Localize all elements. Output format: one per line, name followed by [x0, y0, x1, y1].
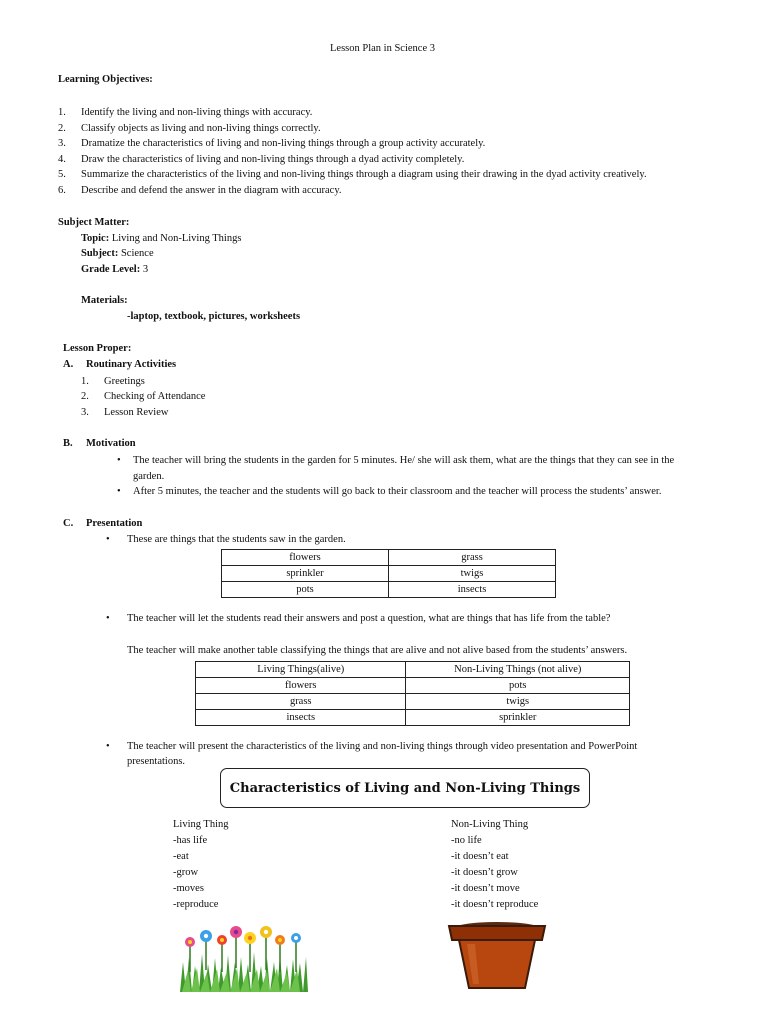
- bullet-icon: •: [117, 455, 121, 466]
- list-item: Draw the characteristics of living and non-living things through a dyad activity completely.: [81, 154, 465, 165]
- list-item-num: 6.: [58, 185, 66, 196]
- list-item: -it doesn’t grow: [451, 867, 518, 878]
- table-row: [222, 566, 556, 582]
- list-item-num: 2.: [81, 391, 89, 402]
- motivation-bullet-1: The teacher will bring the students in the garden for 5 minutes. He/ she will ask them, what are the things that they can see in the: [133, 455, 675, 466]
- section-c-letter: C.: [63, 518, 74, 529]
- pot-icon: [449, 922, 545, 988]
- living-thing-heading: Living Thing: [173, 819, 229, 830]
- table-cell: grass: [389, 550, 556, 566]
- bullet-icon: •: [117, 486, 121, 497]
- non-living-thing-heading: Non-Living Thing: [451, 819, 529, 830]
- list-item: Identify the living and non-living things with accuracy.: [81, 107, 313, 118]
- page-title: Lesson Plan in Science 3: [330, 43, 435, 54]
- section-b-letter: B.: [63, 438, 73, 449]
- table-header-row: [196, 662, 630, 678]
- table-row: [196, 710, 630, 726]
- motivation-bullet-2: After 5 minutes, the teacher and the students will go back to their classroom and the teacher will process the students’ answer.: [133, 486, 662, 497]
- bullet-icon: •: [106, 613, 110, 624]
- subject-line: Subject: Science: [81, 248, 154, 259]
- list-item: -it doesn’t reproduce: [451, 899, 539, 910]
- table-cell: grass: [196, 694, 406, 710]
- section-c-title: Presentation: [86, 518, 143, 529]
- list-item-num: 4.: [58, 154, 66, 165]
- section-b-title: Motivation: [86, 438, 136, 449]
- presentation-bullet-2: The teacher will let the students read their answers and post a question, what are things that has life from the table?: [127, 613, 611, 624]
- table-cell: twigs: [406, 694, 630, 710]
- table-row: [222, 582, 556, 598]
- grass-icon: [180, 952, 308, 992]
- list-item: Describe and defend the answer in the diagram with accuracy.: [81, 185, 342, 196]
- table-row: [196, 678, 630, 694]
- table-cell: flowers: [196, 678, 406, 694]
- table-cell: flowers: [222, 550, 389, 566]
- list-item: -moves: [173, 883, 204, 894]
- presentation-bullet-1: These are things that the students saw in the garden.: [127, 534, 346, 545]
- table-header: Non-Living Things (not alive): [406, 662, 630, 678]
- table-row: [196, 694, 630, 710]
- list-item-num: 1.: [58, 107, 66, 118]
- list-item: Checking of Attendance: [104, 391, 206, 402]
- list-item: Dramatize the characteristics of living and non-living things through a group activity accurately.: [81, 138, 486, 149]
- table-cell: sprinkler: [222, 566, 389, 582]
- subject-matter-heading: Subject Matter:: [58, 217, 130, 228]
- garden-items-table: [221, 549, 556, 598]
- motivation-bullet-1-cont: garden.: [133, 471, 165, 482]
- pot-picture: [445, 918, 549, 990]
- characteristics-title: Characteristics of Living and Non-Living Things: [229, 780, 581, 796]
- materials-heading: Materials:: [81, 295, 128, 306]
- section-a-letter: A.: [63, 359, 74, 370]
- flowers-picture: [180, 922, 308, 992]
- list-item-num: 3.: [81, 407, 89, 418]
- list-item: Classify objects as living and non-living things correctly.: [81, 123, 321, 134]
- list-item: -it doesn’t move: [451, 883, 520, 894]
- table-cell: sprinkler: [406, 710, 630, 726]
- topic-line: Topic: Living and Non-Living Things: [81, 233, 242, 244]
- list-item: -reproduce: [173, 899, 219, 910]
- lesson-proper-heading: Lesson Proper:: [63, 343, 132, 354]
- table-cell: pots: [222, 582, 389, 598]
- list-item: -no life: [451, 835, 482, 846]
- list-item: -eat: [173, 851, 189, 862]
- list-item-num: 5.: [58, 169, 66, 180]
- table-cell: insects: [389, 582, 556, 598]
- list-item: -has life: [173, 835, 208, 846]
- table-cell: pots: [406, 678, 630, 694]
- presentation-bullet-3-cont: presentations.: [127, 756, 186, 767]
- table-cell: insects: [196, 710, 406, 726]
- table-cell: twigs: [389, 566, 556, 582]
- list-item: -grow: [173, 867, 199, 878]
- bullet-icon: •: [106, 534, 110, 545]
- characteristics-title-box: [220, 768, 590, 808]
- materials-list: -laptop, textbook, pictures, worksheets: [127, 311, 301, 322]
- list-item-num: 2.: [58, 123, 66, 134]
- presentation-paragraph: The teacher will make another table classifying the things that are alive and not alive based from the students’ answers.: [127, 645, 628, 656]
- list-item: Greetings: [104, 376, 145, 387]
- table-header: Living Things(alive): [196, 662, 406, 678]
- grade-line: Grade Level: 3: [81, 264, 149, 275]
- list-item: -it doesn’t eat: [451, 851, 509, 862]
- classification-table: [195, 661, 630, 726]
- bullet-icon: •: [106, 741, 110, 752]
- objectives-heading: Learning Objectives:: [58, 74, 153, 85]
- section-a-title: Routinary Activities: [86, 359, 177, 370]
- list-item: Summarize the characteristics of the living and non-living things through a diagram using their drawing in the dyad activity creatively.: [81, 169, 647, 180]
- table-row: [222, 550, 556, 566]
- list-item-num: 1.: [81, 376, 89, 387]
- list-item: Lesson Review: [104, 407, 169, 418]
- presentation-bullet-3: The teacher will present the characteristics of the living and non-living things through video presentation and PowerPoint: [127, 741, 638, 752]
- list-item-num: 3.: [58, 138, 66, 149]
